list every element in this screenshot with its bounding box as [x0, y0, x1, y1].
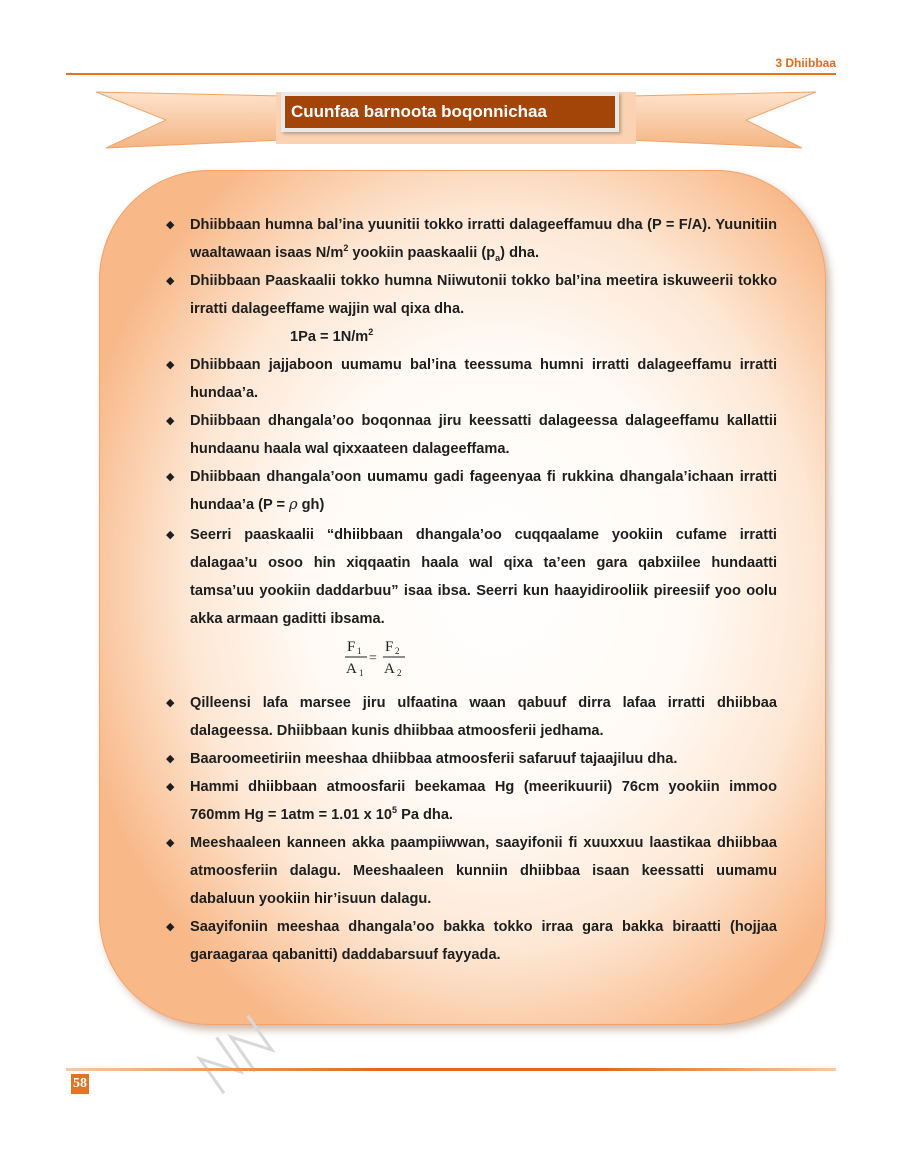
bullet-text: Baaroomeetiriin meeshaa dhiibbaa atmoosferii safaruuf tajaajiluu dha. [190, 751, 678, 767]
bullet-text: Meeshaaleen kanneen akka paampiiwwan, saayifonii fi xuuxxuu laastikaa dhiibbaa atmoosferiin dalagu. Meeshaaleen kunniin dhiibbaa isaan keessatti uumamu dabaluun yookiin hir’isuun dalagu. [190, 835, 777, 907]
bullet-text: Dhiibbaan Paaskaalii tokko humna Niiwutonii tokko bal’ina meetira iskuweerii tokko irratti dalageeffame wajjin wal qixa dha. [190, 273, 777, 317]
diamond-bullet-icon: ◆ [166, 781, 175, 793]
bottom-divider [66, 1068, 836, 1071]
diamond-bullet-icon: ◆ [166, 415, 175, 427]
subscript: a [495, 252, 501, 263]
list-item [157, 267, 777, 351]
bullet-text-end: gh) [301, 497, 325, 513]
bullet-text-end: ) dha. [500, 245, 540, 261]
page-number: 58 [71, 1074, 89, 1094]
diamond-bullet-icon: ◆ [166, 753, 175, 765]
bullet-text: Dhiibbaan jajjaboon uumamu bal’ina teessuma humni irratti dalageeffamu irratti hundaa’a. [190, 357, 777, 401]
eq-den-right: A [384, 661, 395, 677]
eq-den-right-sub: 2 [397, 668, 402, 678]
formula-text: 1Pa = 1N/m [290, 329, 369, 345]
bullet-text-end: Pa dha. [397, 807, 453, 823]
eq-num-right-sub: 2 [395, 646, 400, 656]
list-item [157, 829, 777, 913]
eq-equals: = [369, 651, 377, 666]
list-item [157, 689, 777, 745]
list-item [157, 351, 777, 407]
list-item [157, 407, 777, 463]
bullet-text: Dhiibbaan dhangala’oo boqonnaa jiru keessatti dalageessa dalageeffamu kallattii hundaanu haala wal qixxaateen dalageeffama. [190, 413, 777, 457]
bullet-text-continued: yookiin paaskaalii (p [348, 245, 496, 261]
eq-num-left-sub: 1 [357, 646, 362, 656]
section-title: Cuunfaa barnoota boqonnichaa [285, 96, 615, 128]
list-item [157, 913, 777, 969]
top-divider [66, 73, 836, 75]
diamond-bullet-icon: ◆ [166, 837, 175, 849]
superscript: 2 [368, 327, 374, 338]
list-item [157, 463, 777, 519]
bullet-text: Qilleensi lafa marsee jiru ulfaatina waan qabuuf dirra lafaa irratti dhiibbaa dalageessa. Dhiibbaan kunis dhiibbaa atmoosferii jedhama. [190, 695, 777, 739]
list-item [157, 521, 777, 689]
list-item [157, 211, 777, 267]
list-item [157, 773, 777, 829]
eq-num-right: F [385, 639, 394, 655]
diamond-bullet-icon: ◆ [166, 529, 175, 541]
pascal-formula [190, 323, 777, 351]
rho-symbol: ρ [289, 496, 298, 513]
bullet-text: Seerri paaskaalii “dhiibbaan dhangala’oo cuqqaalame yookiin cufame irratti dalagaa’u osoo hin xiqqaatin haala wal qixa ta’een gara qabxiilee hundaatti tamsa’uu yookiin daddarbuu” isaa ibsa. Seerri kun haayidirooliik pireesiif yoo oolu akka armaan gaditti ibsama. [190, 527, 777, 627]
diamond-bullet-icon: ◆ [166, 921, 175, 933]
bullet-text: Saayifoniin meeshaa dhangala’oo bakka tokko irraa gara bakka biraatti (hojjaa garaagaraa qabanitti) daddabarsuuf fayyada. [190, 919, 777, 963]
list-item [157, 745, 777, 773]
bullet-text: Dhiibbaan humna bal’ina yuunitii tokko irratti dalageeffamuu dha (P = F/A). Yuunitiin waaltawaan isaas N/m [190, 217, 777, 261]
superscript: 5 [392, 805, 398, 816]
pascal-equation [190, 633, 777, 689]
diamond-bullet-icon: ◆ [166, 697, 175, 709]
diamond-bullet-icon: ◆ [166, 471, 175, 483]
title-box [281, 92, 619, 132]
watermark-icon [190, 1010, 280, 1105]
eq-den-left: A [346, 661, 357, 677]
superscript: 2 [343, 243, 349, 254]
eq-den-left-sub: 1 [359, 668, 364, 678]
diamond-bullet-icon: ◆ [166, 219, 175, 231]
diamond-bullet-icon: ◆ [166, 275, 175, 287]
bullet-text: Dhiibbaan dhangala’oon uumamu gadi fageenyaa fi rukkina dhangala’ichaan irratti hundaa’a (P = [190, 469, 777, 513]
eq-num-left: F [347, 639, 356, 655]
bullet-text: Hammi dhiibbaan atmoosfarii beekamaa Hg (meerikuurii) 76cm yookiin immoo 760mm Hg = 1atm = 1.01 x 10 [190, 779, 777, 823]
summary-list [157, 211, 777, 969]
diamond-bullet-icon: ◆ [166, 359, 175, 371]
chapter-label: 3 Dhiibbaa [775, 56, 836, 70]
